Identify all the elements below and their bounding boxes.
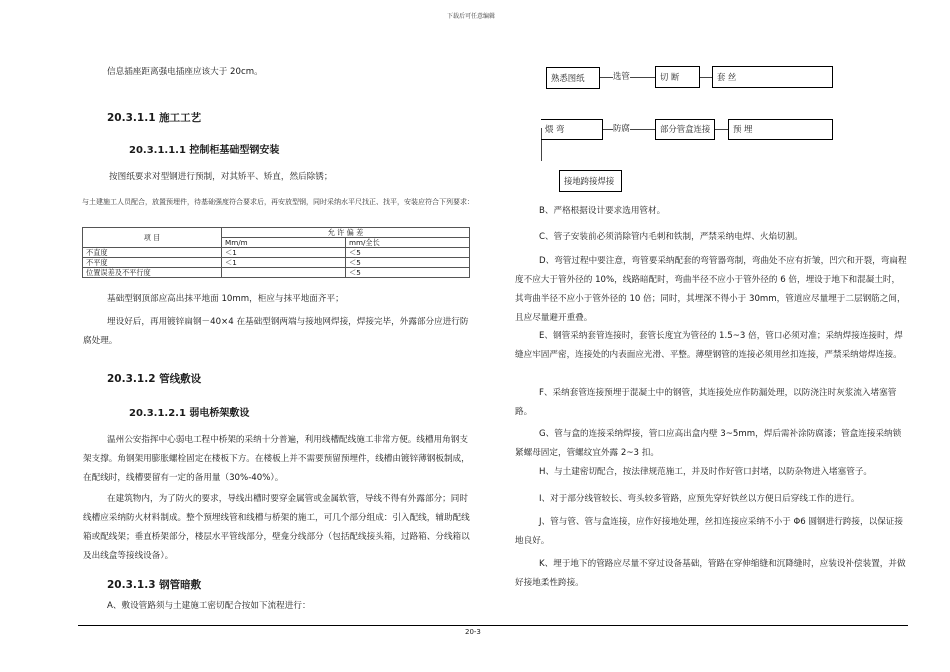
table-cell: ＜5	[346, 258, 470, 268]
table-cell: 不平度	[83, 258, 222, 268]
heading-cabinet: 20.3.1.1.1 控制柜基础型钢安装	[129, 145, 280, 156]
heading-conduit: 20.3.1.3 钢管暗敷	[107, 579, 202, 591]
table-cell: ＜5	[346, 268, 470, 278]
paragraph-b: B、严格根据设计要求选用管材。	[539, 206, 666, 216]
heading-pipeline: 20.3.1.2 管线敷设	[107, 373, 202, 385]
table-cell: 位置误差及不平行度	[83, 268, 222, 278]
table-cell: ＜1	[222, 258, 346, 268]
table-cell: 不直度	[83, 248, 222, 258]
table-header-unit-total: mm/全长	[346, 238, 470, 248]
paragraph-conduit-a: A、敷设管路须与土建施工密切配合按如下流程进行：	[107, 601, 311, 611]
flow-box-embed: 预 埋	[728, 119, 833, 140]
table-cell	[222, 268, 346, 278]
paragraph-h: H、与土建密切配合，按法律规范施工，并及时作好管口封堵，以防杂物进入堵塞管子。	[539, 467, 873, 477]
flow-box-bend: 煨 弯	[541, 119, 603, 140]
paragraph-e: E、钢管采纳套管连接时，套管长度宜为管径的 1.5~3 倍，管口必须对准；采纳焊接连接时，焊缝应牢固严密，连接处的内表面应光滑、平整。薄壁钢管的连接必须用丝扣连接，严禁采纳熔焊连接。	[515, 331, 903, 360]
table-row	[83, 248, 470, 258]
paragraph-cabinet-2: 与土建施工人员配合，放置预埋件，待基础强度符合要求后，再安放型钢，同时采纳水平尺找正、找平，安装应符合下列要求：	[82, 198, 474, 206]
flow-connector	[715, 129, 728, 130]
flow-box-read-drawings: 熟悉图纸	[546, 67, 600, 89]
paragraph-f: F、采纳套管连接预埋于混凝土中的钢管，其连接处应作防漏处理，以防浇注时灰浆流入堵塞管路。	[515, 388, 897, 417]
paragraph-i: I、对于部分线管较长、弯头较多管路，应预先穿好铁丝以方便日后穿线工作的进行。	[539, 494, 860, 504]
flow-box-cut: 切 断	[655, 66, 700, 88]
table-cell: ＜5	[346, 248, 470, 258]
table-row	[83, 258, 470, 268]
paragraph-tray-1: 温州公安指挥中心弱电工程中桥架的采纳十分普遍，利用线槽配线施工非常方便。线槽用角钢支架支撑。角钢架用膨胀螺栓固定在楼板下方。在楼板上并不需要预留预埋件，线槽由镀锌薄钢板制成，在配线时，线槽要留有一定的备用量（30%-40%）。	[83, 435, 470, 483]
paragraph-cabinet-1: 按图纸要求对型钢进行预制，对其矫平、矫直，然后除锈；	[109, 172, 333, 182]
intro-line: 信息插座距离强电插座应该大于 20cm。	[107, 67, 263, 77]
table-header-allow: 允 许 偏 差	[222, 228, 470, 238]
tolerance-table	[82, 227, 470, 278]
paragraph-c: C、管子安装前必须消除管内毛刺和铁制，严禁采纳电焊、火焰切割。	[539, 232, 803, 242]
footer-rule	[78, 625, 908, 626]
heading-construction: 20.3.1.1 施工工艺	[107, 112, 202, 124]
paragraph-g: G、管与盒的连接采纳焊接，管口应高出盒内壁 3~5mm，焊后需补涂防腐漆；管盒连接采纳锁紧螺母固定，管螺纹宜外露 2~3 扣。	[515, 429, 902, 458]
flow-box-pipe-box-connect: 部分管盒连接	[655, 119, 715, 140]
paragraph-cabinet-3: 基础型钢顶部应高出抹平地面 10mm，柜应与抹平地面齐平；	[107, 294, 344, 304]
paragraph-j: J、管与管、管与盒连接，应作好接地处理，丝扣连接应采纳不小于 Φ6 圆钢进行跨接，以保证接地良好。	[515, 517, 903, 546]
page-number: 20-3	[465, 628, 481, 636]
table-row	[83, 268, 470, 278]
table-header-unit-m: Mm/m	[222, 238, 346, 248]
flow-label-select-pipe: 选管	[613, 71, 630, 81]
header-note: 下载后可任意编辑	[447, 13, 496, 20]
paragraph-k: K、埋于地下的管路应尽量不穿过设备基础，管路在穿伸缩缝和沉降缝时，应装设补偿装置，并做好接地柔性跨接。	[515, 559, 906, 588]
flow-label-anticorrosion: 防腐	[613, 123, 630, 133]
paragraph-cabinet-4: 埋设好后，再用镀锌扁钢－40×4 在基础型钢两端与接地网焊接，焊接完毕，外露部分应进行防腐处理。	[83, 317, 469, 346]
paragraph-tray-2: 在建筑物内，为了防火的要求，导线出槽时要穿金属管或金属软管，导线不得有外露部分；同时线槽应采纳防火材料制成。整个预埋线管和线槽与桥架的施工，可几个部分组成：引入配线，辅助配线箱或配线架；垂直桥架部分，楼层水平管线部分，壁龛分线部分（包括配线接头箱，过路箱、分线箱以及出线盒等接线设备）。	[83, 494, 470, 561]
flow-box-grounding-weld: 接地跨接焊接	[559, 170, 622, 192]
paragraph-d: D、弯管过程中要注意，弯管要采纳配套的弯管器弯制，弯曲处不应有折皱，凹穴和开裂，弯扁程度不应大于管外径的 10%，线路暗配时，弯曲半径不应小于管外径的 6 倍，埋设于地下和混凝土时，其弯曲半径不应小于管外径的 10 倍；同时，其埋深不得小于 30mm，管道应尽量埋于二层钢筋之间，且应尽量避开重叠。	[515, 256, 907, 323]
heading-tray: 20.3.1.2.1 弱电桥架敷设	[129, 408, 250, 419]
table-cell: ＜1	[222, 248, 346, 258]
flow-connector	[700, 77, 712, 78]
flow-box-thread: 套 丝	[712, 66, 833, 88]
table-header-item: 项 目	[83, 228, 222, 248]
